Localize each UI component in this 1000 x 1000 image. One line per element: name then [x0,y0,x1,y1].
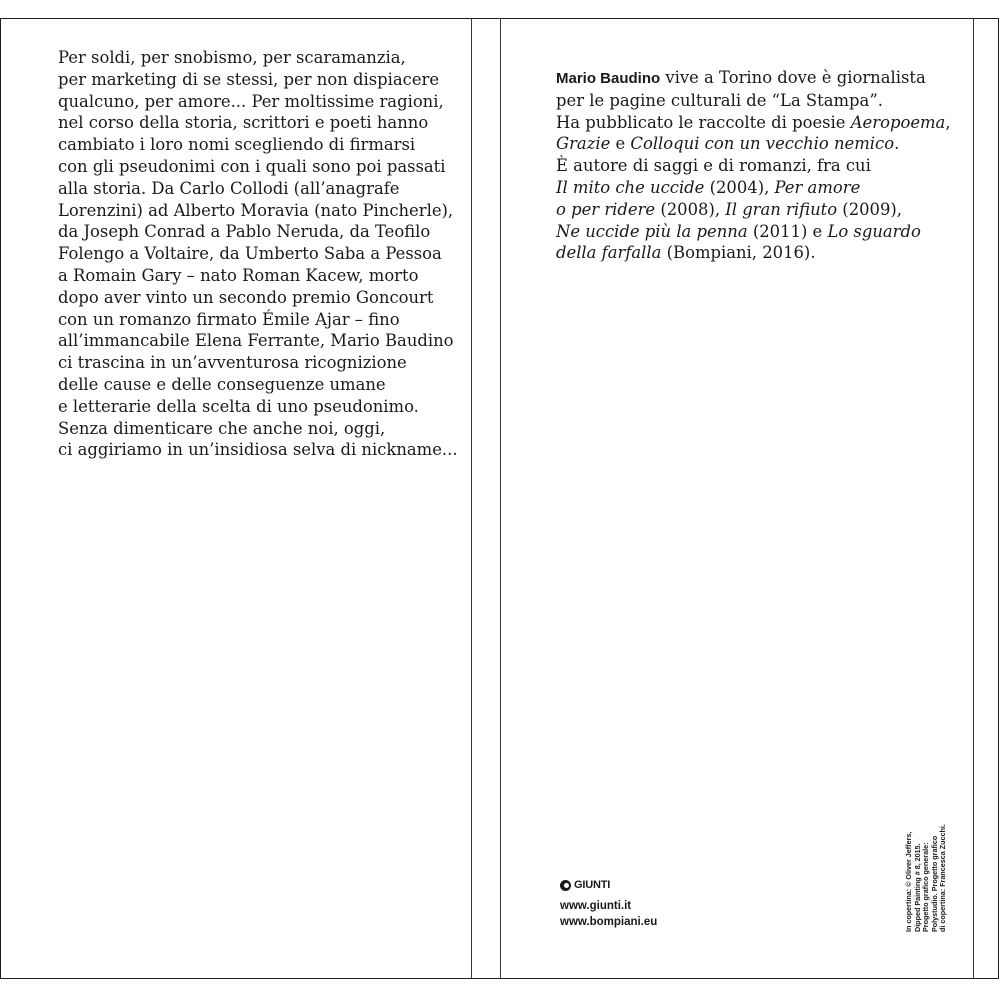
author-name: Mario Baudino [556,70,661,87]
bio-line [556,242,916,264]
bio-line [556,67,926,90]
bio-text: vive a Torino dove è giornalista [660,68,926,87]
credit-line: Polystudio. Progetto grafico [929,835,939,932]
credit-line: Dipped Painting # 8, 2015. [912,843,922,932]
flap-line: e letterarie della scelta di uno pseudonimo. [58,396,419,416]
flap-line: da Joseph Conrad a Pablo Neruda, da Teofilo [58,222,431,242]
fold-line-middle [500,19,501,978]
flap-line: dopo aver vinto un secondo premio Goncourt [58,287,434,307]
cover-credits [905,820,957,932]
flap-line: delle cause e delle conseguenze umane [58,374,386,394]
flap-description [58,47,458,461]
bio-text: (Bompiani, 2016). [661,243,816,263]
publisher-url-giunti[interactable]: www.giunti.it [560,900,632,912]
flap-line: con gli pseudonimi con i quali sono poi passati [58,156,446,176]
fold-line-left [471,19,472,978]
bio-line [556,112,951,134]
flap-line: ci trascina in un’avventurosa ricognizione [58,353,407,373]
bio-line: per le pagine culturali de “La Stampa”. [556,90,883,110]
credit-line: di copertina: Francesca Zucchi. [938,824,948,932]
credit-line: In copertina: © Oliver Jeffers, [904,831,913,932]
cover-credits-text [905,820,957,932]
bio-text: (2008), [655,199,726,219]
bio-text: . [894,134,900,154]
bio-line [556,177,916,199]
flap-line: nel corso della storia, scrittori e poeti hanno [58,113,429,133]
bio-line [556,221,921,243]
bio-text: (2011) e [747,221,828,241]
flap-line: per marketing di se stessi, per non dispiacere [58,69,440,89]
flap-line: Folengo a Voltaire, da Umberto Saba a Pessoa [58,244,442,264]
book-title: o per ridere [556,199,656,219]
bio-text: (2009), [837,199,903,219]
flap-line: qualcuno, per amore... Per moltissime ragioni, [58,91,444,111]
flap-line: Senza dimenticare che anche noi, oggi, [58,418,386,438]
book-title: della farfalla [556,243,662,263]
flap-line: con un romanzo firmato Émile Ajar – fino [58,309,400,329]
fold-line-right [973,19,974,978]
bio-text: (2004), [704,177,775,197]
bio-line [556,199,916,221]
flap-line: all’immancabile Elena Ferrante, Mario Baudino [58,331,454,351]
publisher-logo [560,878,730,892]
publisher-block [560,878,730,930]
flap-line: Lorenzini) ad Alberto Moravia (nato Pincherle), [58,200,454,220]
giunti-logo-icon [560,880,571,891]
book-title: Grazie [556,134,611,154]
bio-text: , [945,112,951,132]
book-title: Aeropoema [850,112,946,132]
book-title: Lo sguardo [827,221,921,241]
flap-line: alla storia. Da Carlo Collodi (all’anagrafe [58,178,400,198]
bio-line [556,133,916,155]
flap-line: a Romain Gary – nato Roman Kacew, morto [58,265,419,285]
credit-line: Progetto grafico generale: [921,842,931,932]
book-title: Colloqui con un vecchio nemico [630,134,895,154]
publisher-logo-text: GIUNTI [574,879,611,891]
flap-line: Per soldi, per snobismo, per scaramanzia, [58,48,406,67]
book-title: Il mito che uccide [556,177,705,197]
flap-line: cambiato i loro nomi scegliendo di firmarsi [58,135,416,155]
book-title: Il gran rifiuto [725,199,838,219]
bio-text: e [610,134,631,154]
book-title: Ne uccide più la penna [556,221,748,241]
flap-line: ci aggiriamo in un’insidiosa selva di nickname... [58,440,458,460]
book-title: Per amore [774,177,861,197]
publisher-url-bompiani[interactable]: www.bompiani.eu [560,916,658,928]
bio-text: Ha pubblicato le raccolte di poesie [556,112,851,132]
author-bio [556,67,951,264]
bio-line: È autore di saggi e di romanzi, fra cui [556,156,871,176]
